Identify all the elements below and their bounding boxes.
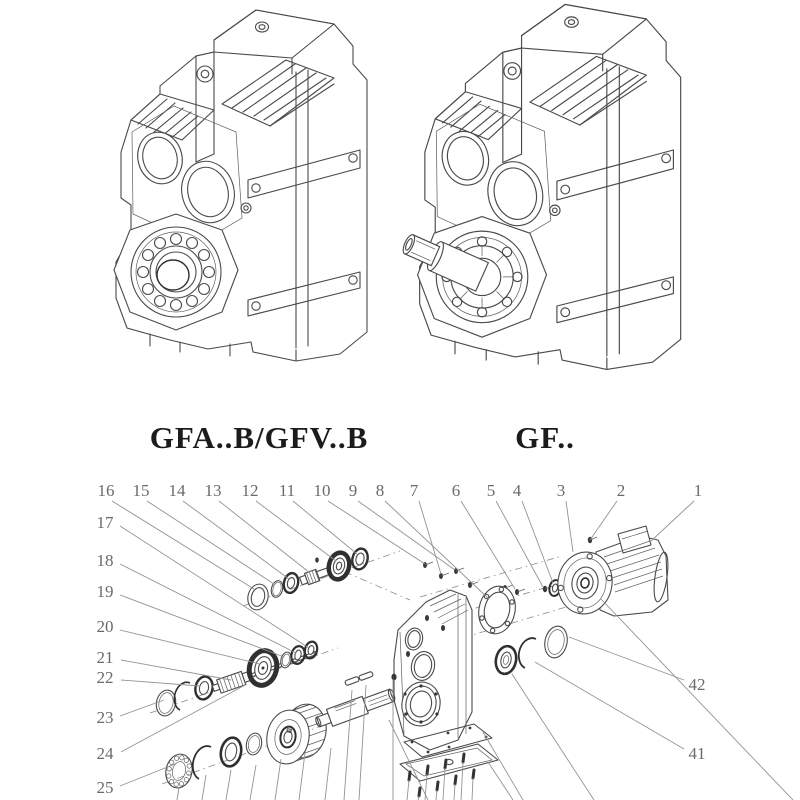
callout-leader-9 — [358, 501, 455, 570]
bearing-2 — [193, 675, 214, 701]
callout-label-16: 16 — [97, 481, 115, 500]
callout-leader-1 — [650, 501, 694, 542]
output-bearing-set — [493, 624, 570, 676]
callout-label-19: 19 — [96, 582, 114, 601]
cut-leader-3 — [325, 748, 331, 800]
cut-leader-10 — [512, 674, 594, 800]
center-axis-lines — [150, 551, 592, 784]
snap-ring — [519, 638, 536, 668]
callout-label-2: 2 — [616, 481, 626, 500]
first-stage-gear — [326, 550, 352, 581]
cut-leader-5 — [275, 759, 281, 800]
cut-leader-13 — [601, 599, 793, 800]
callout-leader-20 — [120, 630, 260, 664]
cut-leader-9 — [177, 788, 179, 800]
callout-label-23: 23 — [96, 708, 114, 727]
callout-leader-2 — [590, 501, 617, 540]
callout-label-6: 6 — [451, 481, 461, 500]
callout-label-22: 22 — [96, 668, 114, 687]
output-helical-gear — [263, 701, 331, 767]
gearbox-drawing-gfab-gfvb — [114, 10, 367, 361]
cut-leader-7 — [226, 770, 231, 800]
callout-label-7: 7 — [409, 481, 419, 500]
input-front-bearing — [282, 572, 300, 595]
callout-label-42: 42 — [688, 675, 706, 694]
input-end-cap — [245, 582, 271, 612]
callout-label-11: 11 — [278, 481, 296, 500]
flange-adapter — [474, 583, 519, 637]
callout-label-1: 1 — [693, 481, 703, 500]
callout-label-15: 15 — [132, 481, 150, 500]
callout-label-8: 8 — [375, 481, 385, 500]
callout-leader-15 — [147, 501, 274, 584]
callout-label-10: 10 — [313, 481, 331, 500]
callout-leader-14 — [183, 501, 289, 579]
callout-label-4: 4 — [512, 481, 522, 500]
shaft-keys — [345, 671, 374, 685]
exploded-parts-diagram — [97, 481, 794, 800]
callout-label-12: 12 — [241, 481, 259, 500]
callout-label-13: 13 — [204, 481, 222, 500]
callout-label-41: 41 — [688, 744, 706, 763]
callout-label-25: 25 — [96, 778, 114, 797]
ball-bearing — [163, 752, 196, 791]
callout-leader-24 — [121, 684, 247, 752]
callout-label-20: 20 — [96, 617, 114, 636]
gear-housing — [391, 590, 472, 750]
callout-leader-3 — [566, 501, 573, 552]
model-label-gf: GF.. — [515, 420, 575, 455]
callout-leader-5 — [496, 501, 543, 587]
callout-label-18: 18 — [96, 551, 114, 570]
callout-label-21: 21 — [96, 648, 114, 667]
cut-leader-8 — [202, 775, 206, 800]
cut-leader-6 — [250, 765, 256, 800]
bearing-3 — [290, 645, 307, 666]
callout-label-17: 17 — [96, 513, 114, 532]
callout-leader-41 — [535, 662, 684, 749]
callout-leader-16 — [112, 501, 254, 589]
cut-leader-11 — [483, 732, 523, 800]
callout-leader-12 — [256, 501, 336, 561]
callout-leader-11 — [293, 501, 357, 554]
callout-label-5: 5 — [486, 481, 496, 500]
callout-leader-8 — [385, 501, 489, 599]
gearbox-drawing-gf — [399, 4, 681, 369]
callout-leader-42 — [569, 637, 684, 680]
callout-leader-18 — [120, 564, 296, 653]
callout-label-14: 14 — [168, 481, 186, 500]
callout-leader-4 — [522, 501, 553, 583]
hollow-shaft-bearing — [131, 227, 221, 317]
snap-ring-2 — [174, 682, 190, 710]
cut-leader-12 — [488, 762, 513, 800]
oil-seal-dark — [218, 736, 244, 769]
callout-label-24: 24 — [96, 744, 114, 763]
output-shaft-exploded — [313, 686, 397, 731]
callout-label-3: 3 — [556, 481, 566, 500]
model-label-gfab-gfvb: GFA..B/GFV..B — [149, 420, 369, 455]
snap-ring-3 — [193, 746, 211, 779]
callout-leader-6 — [461, 501, 515, 589]
oil-seal-ring — [542, 624, 570, 660]
callout-leader-21 — [121, 660, 231, 680]
callout-label-9: 9 — [348, 481, 358, 500]
washer-2 — [244, 732, 263, 757]
